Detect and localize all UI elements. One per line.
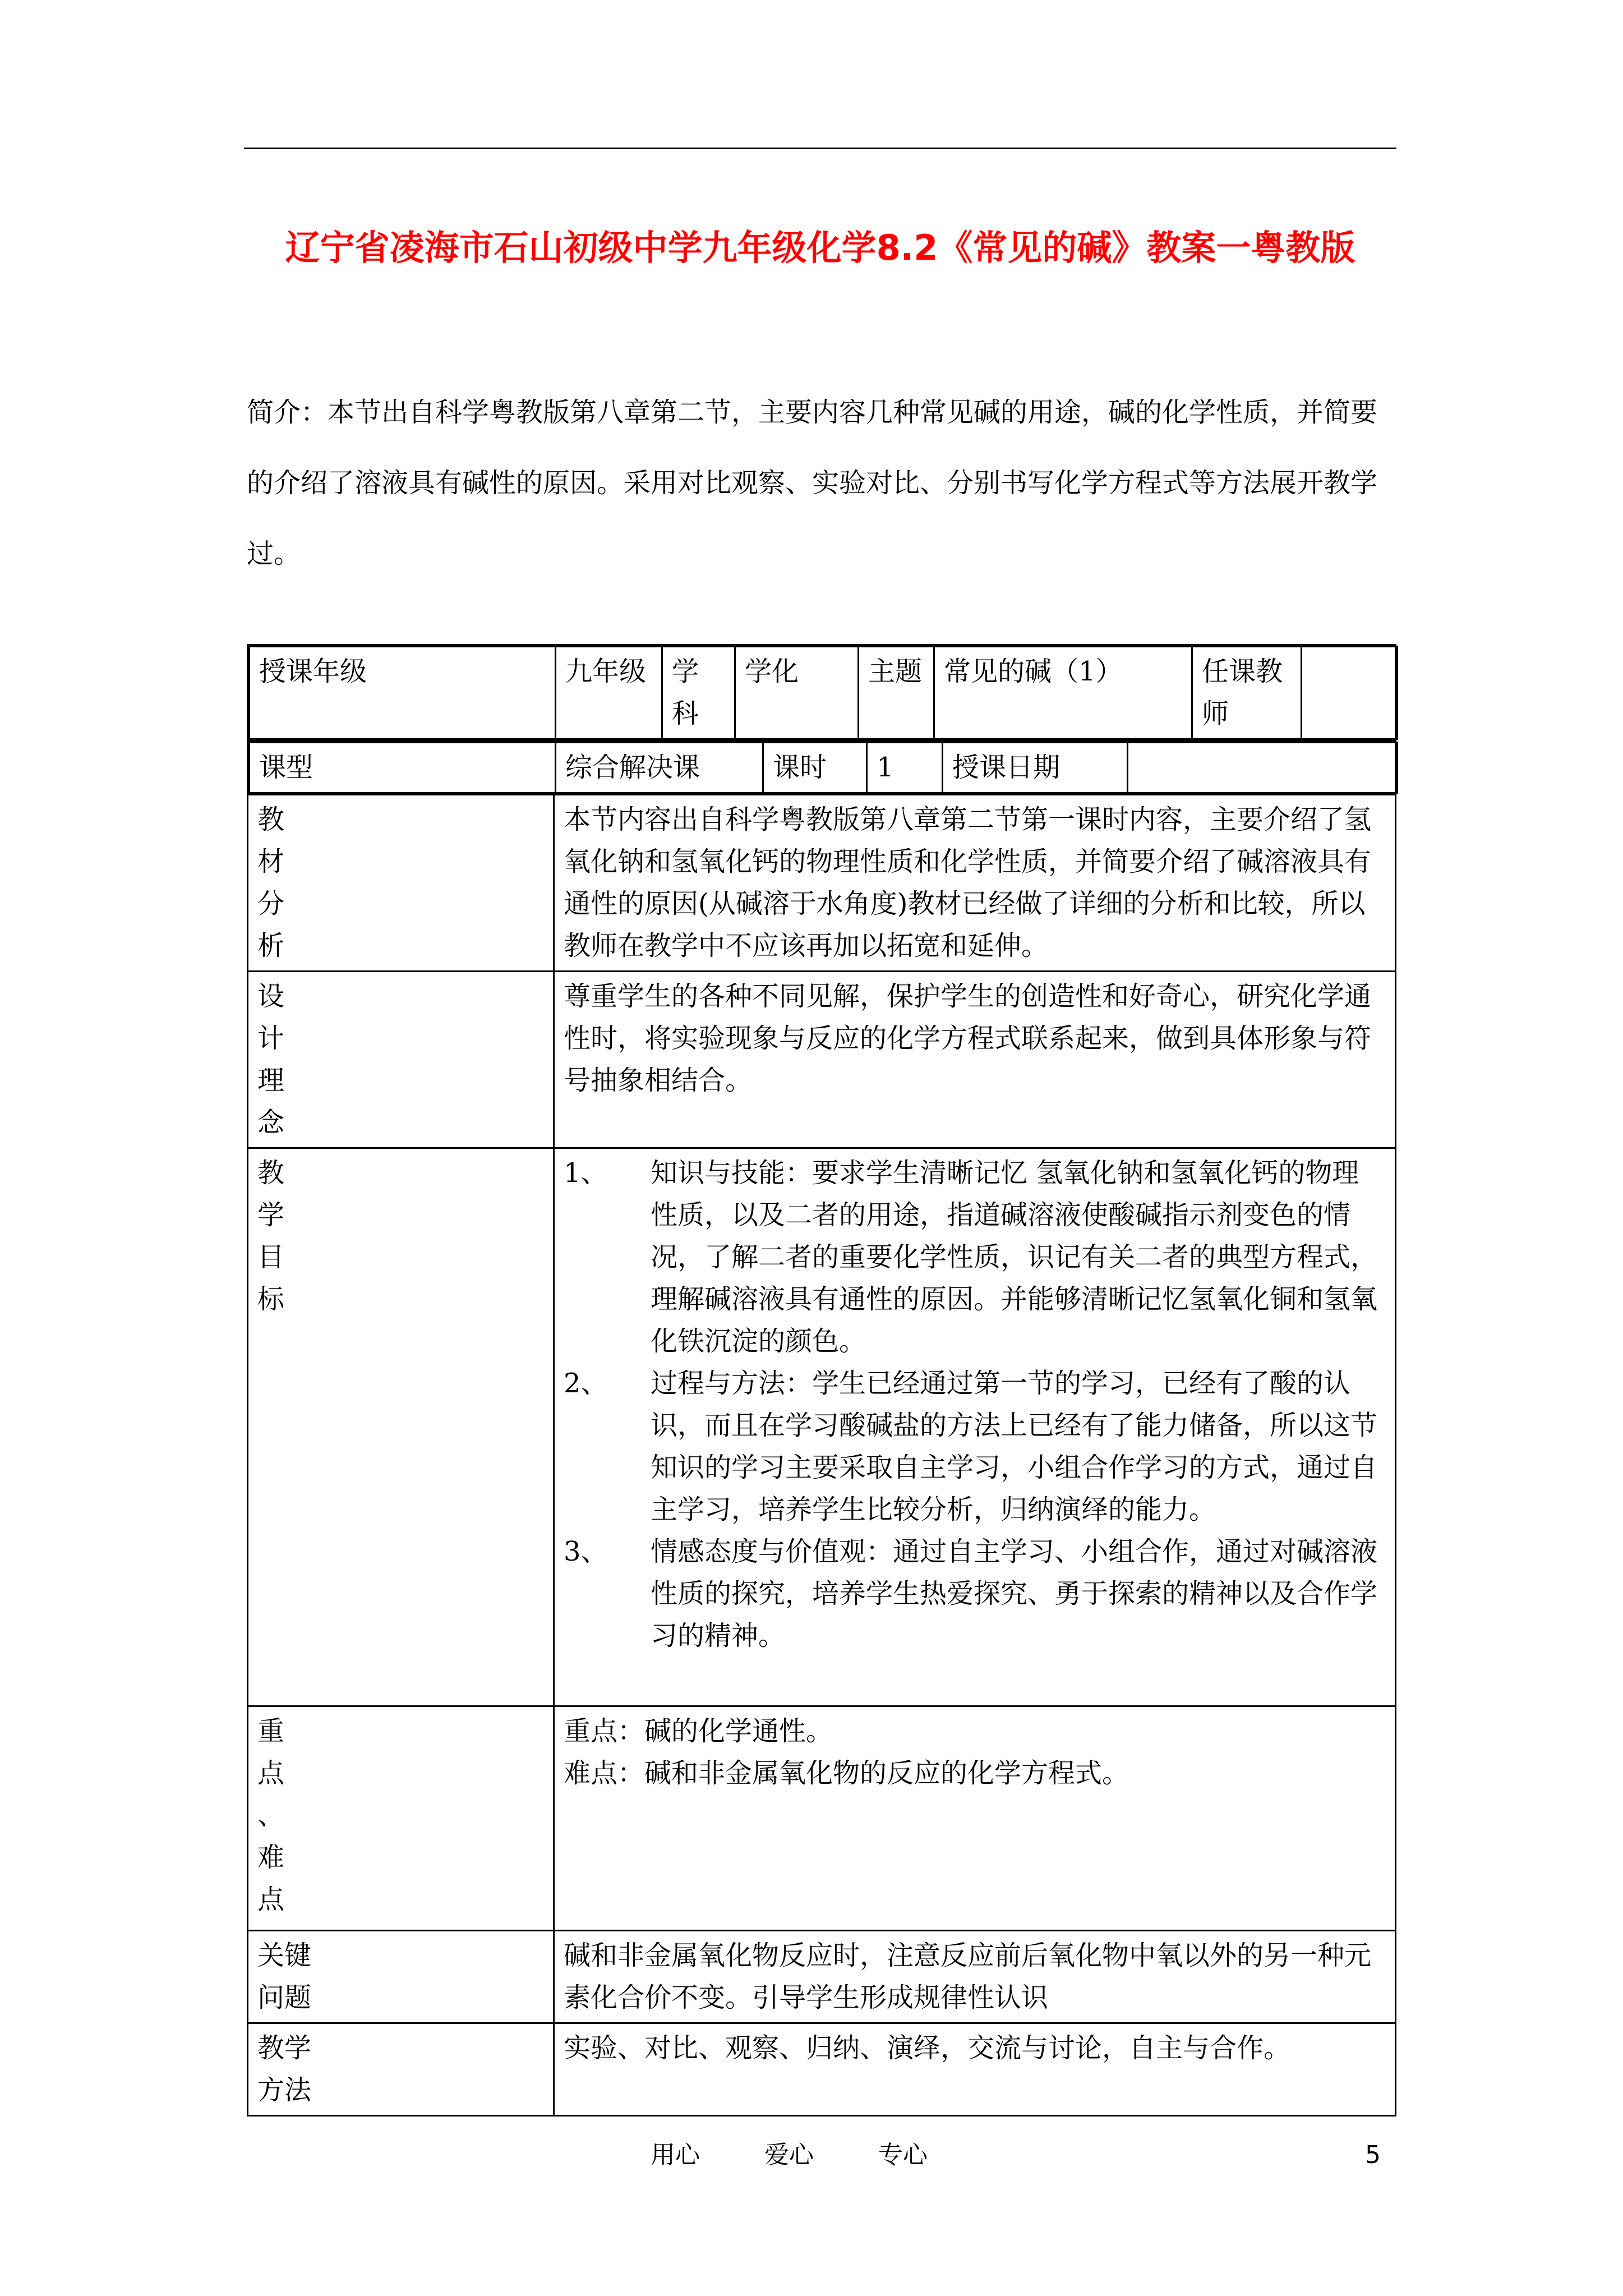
design-content: 尊重学生的各种不同见解，保护学生的创造性和好奇心，研究化学通性时，将实验现象与反应的化学方程式联系起来，做到具体形象与符号抽象相结合。	[554, 972, 1396, 1148]
footer-motto	[651, 2138, 928, 2172]
objective-text: 情感态度与价值观：通过自主学习、小组合作，通过对碱溶液性质的探究，培养学生热爱探究、勇于探索的精神以及合作学习的精神。	[651, 1536, 1378, 1651]
objective-number: 1、	[564, 1157, 608, 1189]
objectives-content	[554, 1148, 1396, 1706]
type-table	[248, 742, 1398, 794]
footer-motto-3: 专心	[878, 2141, 928, 2169]
date-label: 授课日期	[943, 743, 1128, 793]
hours-label: 课时	[763, 743, 867, 793]
method-row	[248, 2023, 1396, 2116]
difficult-point: 难点：碱和非金属氧化物的反应的化学方程式。	[564, 1757, 1129, 1789]
page-number: 5	[1365, 2141, 1381, 2169]
objective-number: 2、	[564, 1368, 608, 1399]
objective-number: 3、	[564, 1536, 608, 1567]
design-row	[248, 972, 1396, 1148]
hours-value: 1	[867, 743, 943, 793]
method-label: 教学 方法	[248, 2023, 554, 2116]
teacher-value	[1302, 647, 1398, 739]
objective-item	[564, 1363, 1386, 1531]
info-table	[248, 646, 1398, 740]
objective-item	[564, 1531, 1386, 1657]
objectives-list	[564, 1152, 1386, 1657]
subject-label: 学科	[662, 647, 735, 739]
material-content: 本节内容出自科学粤教版第八章第二节第一课时内容，主要介绍了氢氧化钠和氢氧化钙的物理性质和化学性质，并简要介绍了碱溶液具有通性的原因(从碱溶于水角度)教材已经做了详细的分析和比较，所以教师在教学中不应该再加以拓宽和延伸。	[554, 795, 1396, 972]
subject-value: 学化	[735, 647, 859, 739]
info-row	[248, 645, 1396, 741]
type-value: 综合解决课	[556, 743, 763, 793]
objectives-label: 教 学 目 标	[248, 1148, 554, 1706]
key-points-row	[248, 1706, 1396, 1931]
grade-value: 九年级	[556, 647, 662, 739]
material-label: 教 材 分 析	[248, 795, 554, 972]
design-label: 设 计 理 念	[248, 972, 554, 1148]
objectives-row	[248, 1148, 1396, 1706]
key-question-label: 关键 问题	[248, 1931, 554, 2023]
document-title: 辽宁省凌海市石山初级中学九年级化学8.2《常见的碱》教案一粤教版	[285, 227, 1355, 268]
intro-paragraph: 简介：本节出自科学粤教版第八章第二节，主要内容几种常见碱的用途，碱的化学性质，并简要的介绍了溶液具有碱性的原因。采用对比观察、实验对比、分别书写化学方程式等方法展开教学过。	[247, 397, 1378, 569]
teacher-label: 任课教师	[1192, 647, 1302, 739]
key-question-content: 碱和非金属氧化物反应时，注意反应前后氧化物中氧以外的另一种元素化合价不变。引导学生形成规律性认识	[554, 1931, 1396, 2023]
key-question-row	[248, 1931, 1396, 2023]
topic-value: 常见的碱（1）	[934, 647, 1192, 739]
topic-label: 主题	[859, 647, 934, 739]
key-points-label: 重 点 、 难 点	[248, 1706, 554, 1931]
type-label: 课型	[250, 743, 556, 793]
method-content: 实验、对比、观察、归纳、演绎，交流与讨论，自主与合作。	[554, 2023, 1396, 2116]
objective-item	[564, 1152, 1386, 1363]
grade-label: 授课年级	[250, 647, 556, 739]
type-row	[248, 741, 1396, 795]
key-point: 重点：碱的化学通性。	[564, 1715, 833, 1747]
key-points-content	[554, 1706, 1396, 1931]
footer-motto-1: 用心	[651, 2141, 700, 2169]
material-row	[248, 795, 1396, 972]
header-rule	[244, 148, 1396, 149]
objective-text: 知识与技能：要求学生清晰记忆 氢氧化钠和氢氧化钙的物理性质，以及二者的用途，指道碱溶液使酸碱指示剂变色的情况，了解二者的重要化学性质，识记有关二者的典型方程式，理解碱溶液具有通性的原因。并能够清晰记忆氢氧化铜和氢氧化铁沉淀的颜色。	[651, 1157, 1378, 1357]
lesson-plan-table	[247, 644, 1396, 2116]
objective-text: 过程与方法：学生已经通过第一节的学习，已经有了酸的认识，而且在学习酸碱盐的方法上已经有了能力储备，所以这节知识的学习主要采取自主学习，小组合作学习的方式，通过自主学习，培养学生比较分析，归纳演绎的能力。	[651, 1368, 1378, 1525]
date-value	[1128, 743, 1398, 793]
footer-motto-2: 爱心	[764, 2141, 814, 2169]
